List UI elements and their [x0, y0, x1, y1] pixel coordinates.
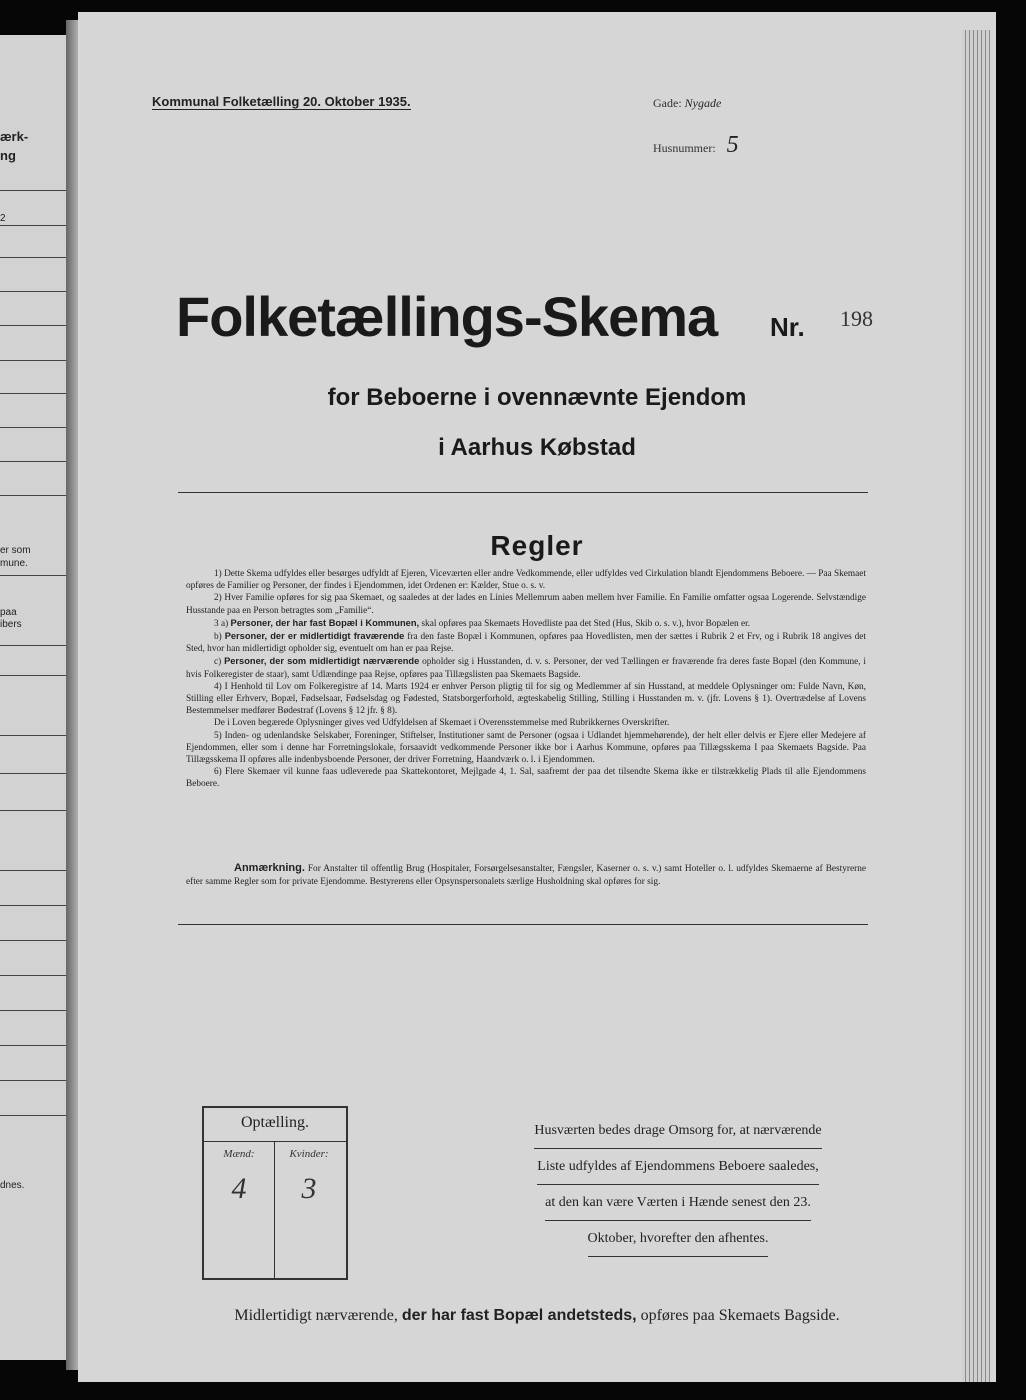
- footer-note: [78, 1307, 996, 1325]
- left-text-fragment: ng: [0, 148, 16, 163]
- notice-line: Liste udfyldes af Ejendommens Beboere saaledes,: [537, 1149, 818, 1185]
- left-rule: [0, 735, 70, 736]
- left-text-fragment: er som: [0, 545, 31, 556]
- men-count: 4: [231, 1172, 247, 1205]
- left-rule: [0, 1080, 70, 1081]
- rule-3b: b) Personer, der er midlertidigt fraværende fra den faste Bopæl i Kommunen, opføres paa Hovedlisten, men der sættes i Rubrik 2 et Frv, og i Rubrik 18 angives det Sted, hvor han midlertidigt opholder sig, eventuelt om han er paa Rejse.: [186, 631, 866, 655]
- left-rule: [0, 360, 70, 361]
- left-rule: [0, 905, 70, 906]
- form-subtitle-city: i Aarhus Købstad: [438, 434, 636, 461]
- divider: [178, 924, 868, 925]
- house-number-value: 5: [726, 132, 739, 158]
- left-rule: [0, 495, 70, 496]
- left-rule: [0, 1010, 70, 1011]
- rule-3a: 3 a) Personer, der har fast Bopæl i Kommunen, skal opføres paa Skemaets Hovedliste paa det Sted (Hus, Skib o. s. v.), hvor Bopælen er.: [214, 617, 751, 629]
- left-text-fragment: paa: [0, 607, 17, 618]
- page-edge: [962, 30, 990, 1382]
- left-page-fragment: [0, 35, 70, 1360]
- rules-heading: Regler: [490, 530, 584, 561]
- footer-part: opføres paa Skemaets Bagside.: [640, 1307, 840, 1324]
- count-box-title: Optælling.: [240, 1114, 309, 1131]
- street-field: [653, 96, 721, 111]
- left-rule: [0, 427, 70, 428]
- notice-line: at den kan være Værten i Hænde senest den 23.: [545, 1185, 811, 1221]
- notice-line: Husværten bedes drage Omsorg for, at nærværende: [534, 1113, 821, 1149]
- left-text-fragment: ibers: [0, 619, 22, 630]
- rule-2: 2) Hver Familie opføres for sig paa Skemaet, og saaledes at der lades en Linies Mellemrum aaben mellem hver Familie. En Familie omfatter ogsaa Logerende. Selvstændige Husstande paa en Person betragtes som „Familie“.: [186, 593, 866, 616]
- left-rule: [0, 645, 70, 646]
- left-rule: [0, 325, 70, 326]
- divider: [178, 492, 868, 493]
- form-number-value: 198: [840, 306, 873, 331]
- count-box-divider: [274, 1142, 275, 1278]
- left-rule: [0, 575, 70, 576]
- remark-label: Anmærkning.: [234, 862, 305, 874]
- women-label: Kvinder:: [289, 1148, 329, 1160]
- left-text-fragment: mune.: [0, 558, 28, 569]
- remark-section: [186, 862, 866, 888]
- left-rule: [0, 975, 70, 976]
- left-rule: [0, 870, 70, 871]
- rule-4: 4) I Henhold til Lov om Folkeregistre af 14. Marts 1924 er enhver Person pligtig til for sig og Medlemmer af sin Husstand, at meddele Oplysninger om: Fulde Navn, Køn, Stilling eller Erhverv, Bopæl, Fødselsaar, Fødselsdag og Fødested, Statsborgerforhold, ægteskabelig Stilling, Stilling i Husstanden m. v. (jfr. Lovens § 1). Overtrædelse af Lovens Bestemmelser medfører Bødestraf (Lovens § 12 jfr. § 8).: [186, 681, 866, 717]
- left-text-fragment: ærk-: [0, 129, 29, 144]
- left-rule: [0, 1115, 70, 1116]
- rules-text: [186, 568, 866, 791]
- rule-5: 5) Inden- og udenlandske Selskaber, Foreninger, Stiftelser, Institutioner samt de Personer (ogsaa i Udlandet hjemmehørende), der helt eller delvis er Ejere eller Medejere af Ejendommen, eller som i denne har Forretningslokale, forsaavidt vedkommende Personer ikke bor i Aarhus Kommune, opføres paa Tillægsskema I paa Skemaets Bagside. Paa Tillægsskema II opføres alle indenbysboende Personer, der driver Forretning, Haandværk o. l. i Ejendommen.: [186, 730, 866, 766]
- footer-part-bold: der har fast Bopæl andetsteds,: [401, 1307, 637, 1324]
- form-title: Folketællings-Skema: [176, 285, 718, 348]
- left-rule: [0, 675, 70, 676]
- women-count: 3: [301, 1172, 317, 1205]
- left-rule: [0, 940, 70, 941]
- count-box-rule: [204, 1141, 346, 1142]
- left-rule: [0, 461, 70, 462]
- house-number-label: Husnummer:: [653, 141, 716, 155]
- form-subtitle: for Beboerne i ovennævnte Ejendom: [327, 384, 747, 411]
- left-rule: [0, 1045, 70, 1046]
- house-number-field: [653, 132, 739, 159]
- census-header: Kommunal Folketælling 20. Oktober 1935.: [152, 94, 411, 109]
- street-value: Nygade: [684, 96, 722, 110]
- rule-1: 1) Dette Skema udfyldes eller besørges udfyldt af Ejeren, Viceværten eller andre Vedkommende, eller udfyldes ved Cirkulation blandt Ejendommens Beboere. — Paa Skemaet opføres de Familier og Personer, der findes i Ejendommen, idet Ordenen er: Kælder, Stue o. s. v.: [186, 569, 866, 592]
- rule-3c: c) Personer, der som midlertidigt nærværende opholder sig i Husstanden, d. v. s. Personer, der ved Tællingen er fraværende fra deres faste Bopæl (den Kommune, i hvis Folkeregister de staar), samt Udlændinge paa Rejse, opføres paa Tillægslisten paa Skemaets Bagside.: [186, 656, 866, 680]
- left-text-fragment: dnes.: [0, 1180, 25, 1191]
- street-label: Gade:: [653, 96, 682, 110]
- left-text-fragment: 2: [0, 213, 6, 224]
- notice-line: Oktober, hvorefter den afhentes.: [588, 1221, 769, 1257]
- left-rule: [0, 225, 70, 226]
- left-rule: [0, 773, 70, 774]
- landlord-notice: [498, 1113, 858, 1257]
- left-rule: [0, 257, 70, 258]
- left-rule: [0, 810, 70, 811]
- left-rule: [0, 393, 70, 394]
- rule-4b: De i Loven begærede Oplysninger gives ved Udfyldelsen af Skemaet i Overensstemmelse med Rubrikkernes Overskrifter.: [214, 718, 670, 729]
- left-rule: [0, 190, 70, 191]
- men-label: Mænd:: [223, 1148, 255, 1160]
- rule-6: 6) Flere Skemaer vil kunne faas udleverede paa Skattekontoret, Mejlgade 4, 1. Sal, saafremt der paa det tilsendte Skema ikke er tilstrækkelig Plads til alle Ejendommens Beboere.: [186, 767, 866, 790]
- left-rule: [0, 291, 70, 292]
- remark-text: For Anstalter til offentlig Brug (Hospitaler, Forsørgelsesanstalter, Fængsler, Kaserner o. s. v.) samt Hoteller o. l. udfyldes Skemaerne af Bestyrerne efter samme Regler som for private Ejendomme. Bestyrerens eller Opsynspersonalets særlige Husholdning skal opføres for sig.: [186, 864, 866, 887]
- census-form-page: [78, 12, 996, 1382]
- form-number-label: Nr.: [770, 312, 805, 342]
- footer-part: Midlertidigt nærværende,: [234, 1307, 398, 1324]
- count-box: [202, 1106, 348, 1280]
